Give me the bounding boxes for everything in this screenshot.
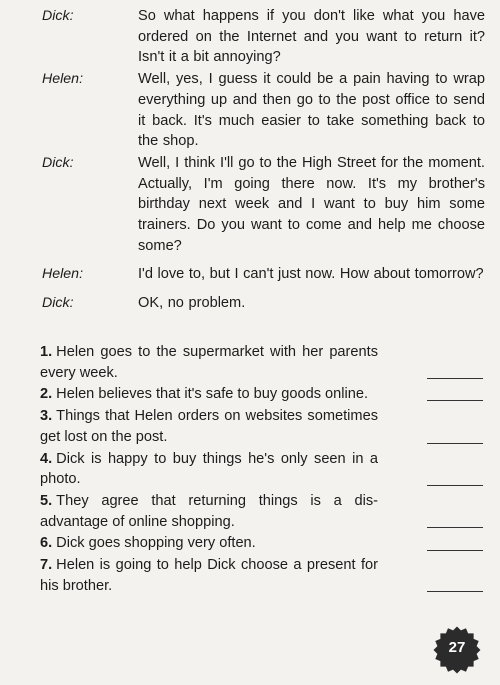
- speaker-label: Helen:: [42, 266, 84, 283]
- dialogue: [0, 6, 500, 314]
- answer-blank[interactable]: [427, 550, 483, 551]
- question-number: 5.: [40, 492, 53, 509]
- page-number: 27: [448, 639, 466, 656]
- question-text: Helen believes that it's safe to buy goods online.: [56, 386, 369, 403]
- question-item: [40, 491, 485, 532]
- question-number: 3.: [40, 408, 53, 425]
- question-text: They agree that returning things is a dis-advantage of online shopping.: [40, 492, 378, 530]
- dialogue-turn-helen-2: [0, 264, 500, 285]
- speech-text: I'd love to, but I can't just now. How about tomorrow?: [138, 266, 484, 283]
- dialogue-turn-dick-3: [0, 293, 500, 314]
- question-item: [40, 533, 485, 554]
- answer-blank[interactable]: [427, 443, 483, 444]
- speaker-label: Dick:: [42, 154, 74, 171]
- answer-blank[interactable]: [427, 527, 483, 528]
- question-text: Dick goes shopping very often.: [56, 535, 256, 552]
- question-item: [40, 342, 485, 383]
- speaker-label: Dick:: [42, 295, 74, 312]
- dialogue-turn-dick-2: [0, 153, 500, 257]
- dialogue-turn-dick-1: [0, 6, 500, 68]
- question-text: Helen goes to the supermarket with her parents every week.: [40, 344, 378, 381]
- dialogue-turn-helen-1: [0, 69, 500, 152]
- question-item: [40, 384, 485, 405]
- question-number: 7.: [40, 557, 53, 574]
- answer-blank[interactable]: [427, 378, 483, 379]
- question-text: Helen is going to help Dick choose a present for his brother.: [40, 557, 378, 594]
- speech-text: Well, yes, I guess it could be a pain having to wrap everything up and then go to the post office to send it back. It's much easier to take something back to the shop.: [138, 71, 485, 150]
- answer-blank[interactable]: [427, 485, 483, 486]
- question-number: 1.: [40, 344, 53, 360]
- question-text: Things that Helen orders on websites sometimes get lost on the post.: [40, 408, 378, 445]
- question-number: 4.: [40, 450, 53, 467]
- question-number: 2.: [40, 386, 53, 403]
- question-text: Dick is happy to buy things he's only seen in a photo.: [40, 450, 378, 488]
- speech-text: OK, no problem.: [138, 295, 246, 312]
- answer-blank[interactable]: [427, 591, 483, 592]
- true-false-questions: [40, 342, 485, 597]
- speaker-label: Helen:: [42, 71, 84, 88]
- question-item: [40, 406, 485, 447]
- speaker-label: Dick:: [42, 8, 74, 24]
- speech-text: So what happens if you don't like what you have ordered on the Internet and you want to return it? Isn't it a bit annoying?: [138, 8, 485, 66]
- answer-blank[interactable]: [427, 400, 483, 401]
- question-item: [40, 449, 485, 490]
- question-item: [40, 555, 485, 596]
- speech-text: Well, I think I'll go to the High Street for the moment. Actually, I'm going there now. It's my brother's birthday next week and I want to buy him some trainers. Do you want to come and help me choose some?: [138, 154, 485, 254]
- question-number: 6.: [40, 535, 53, 552]
